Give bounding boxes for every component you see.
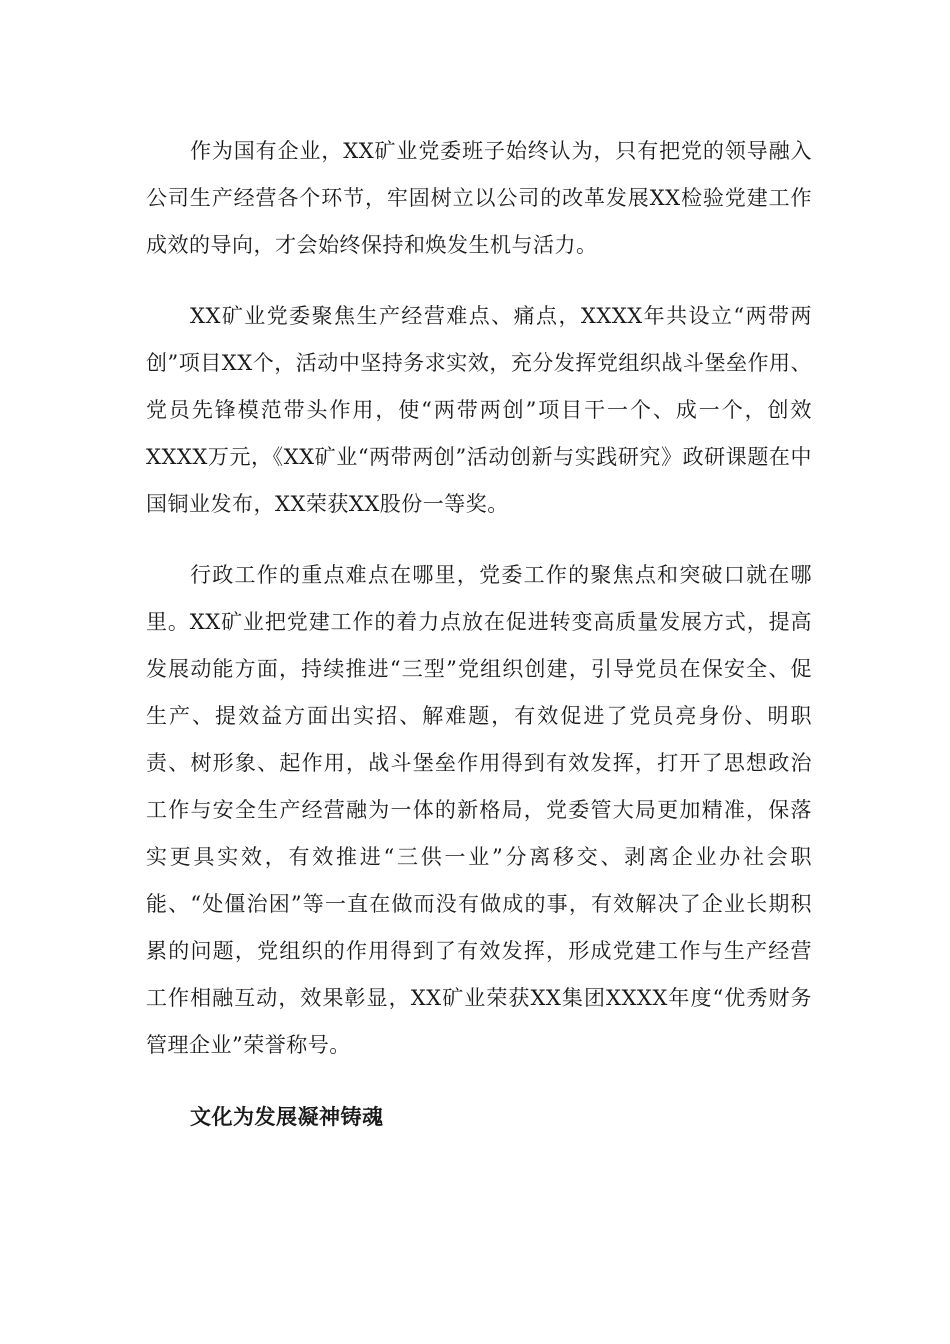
section-heading: 文化为发展凝神铸魂	[190, 1104, 384, 1129]
paragraph-2: XX矿业党委聚焦生产经营难点、痛点，XXXX年共设立“两带两创”项目XX个，活动中坚持务求实效，充分发挥党组织战斗堡垒作用、党员先锋模范带头作用，使“两带两创”项目干一个、成一个，创效XXXX万元，《XX矿业“两带两创”活动创新与实践研究》政研课题在中国铜业发布，XX荣获XX股份一等奖。	[146, 304, 812, 516]
document-body	[146, 128, 812, 1140]
paragraph-1: 作为国有企业，XX矿业党委班子始终认为，只有把党的领导融入公司生产经营各个环节，牢固树立以公司的改革发展XX检验党建工作成效的导向，才会始终保持和焕发生机与活力。	[146, 139, 812, 257]
paragraph-3: 行政工作的重点难点在哪里，党委工作的聚焦点和突破口就在哪里。XX矿业把党建工作的着力点放在促进转变高质量发展方式，提高发展动能方面，持续推进“三型”党组织创建，引导党员在保安全、促生产、提效益方面出实招、解难题，有效促进了党员亮身份、明职责、树形象、起作用，战斗堡垒作用得到有效发挥，打开了思想政治工作与安全生产经营融为一体的新格局，党委管大局更加精准，保落实更具实效，有效推进“三供一业”分离移交、剥离企业办社会职能、“处僵治困”等一直在做而没有做成的事，有效解决了企业长期积累的问题，党组织的作用得到了有效发挥，形成党建工作与生产经营工作相融互动，效果彰显，XX矿业荣获XX集团XXXX年度“优秀财务管理企业”荣誉称号。	[146, 563, 812, 1057]
